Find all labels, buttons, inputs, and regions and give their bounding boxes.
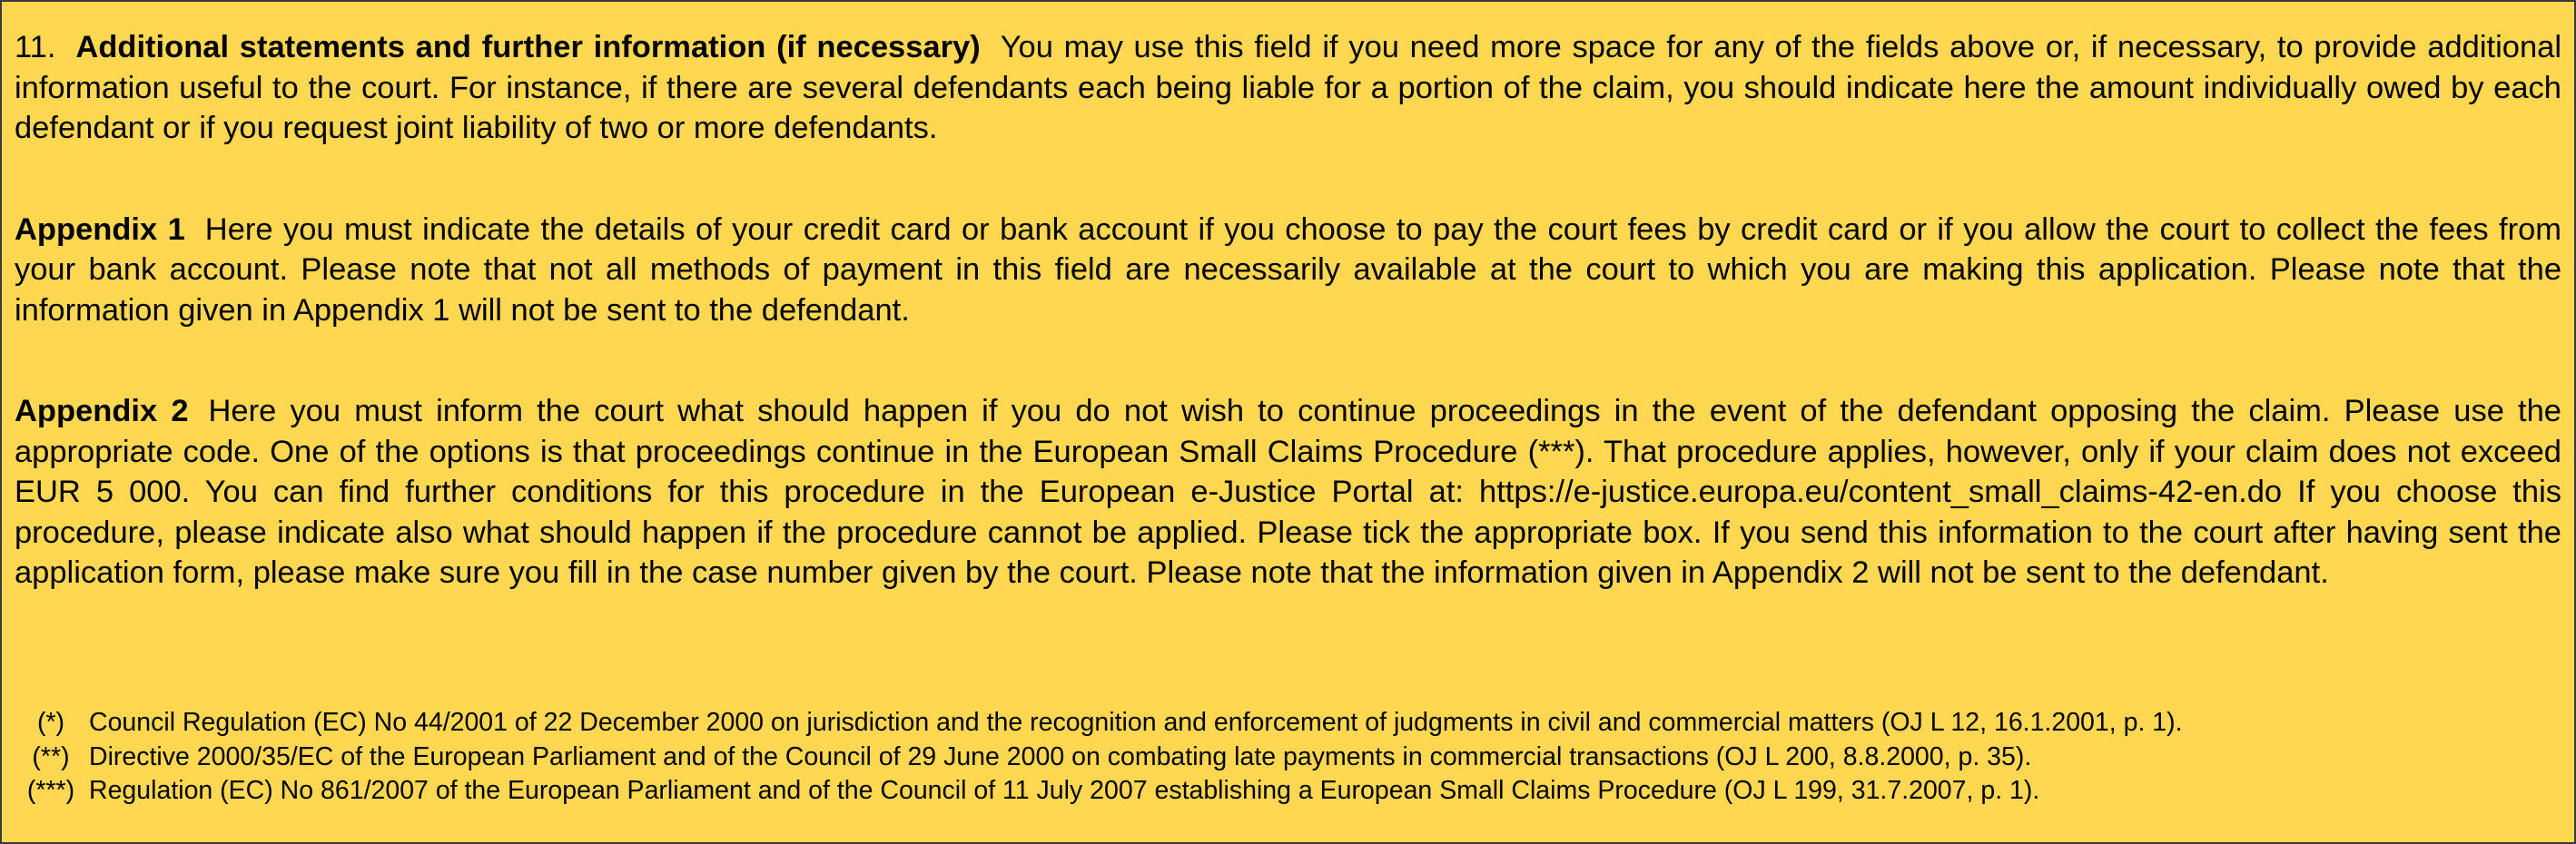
section-body: You may use this field if you need more space for any of the fields above or, if necessary, to provide additional information useful to the court. For instance, if there are several defendants each being liable for a portion of the claim, you should indicate here the amount individually owed by each defendant or if you request joint liability of two or more defendants. [15,30,2561,145]
section-11-paragraph [15,27,2561,149]
footnote [15,706,2183,741]
appendix-2-paragraph [15,391,2561,594]
appendix-2-heading: Appendix 2 [15,394,189,428]
appendix-2-body: Here you must inform the court what should happen if you do not wish to continue proceedings in the event of the defendant opposing the claim. Please use the appropriate code. One of the options is that proceedings continue in the European Small Claims Procedure (***). That procedure applies, however, only if your claim does not exceed EUR 5 000. You can find further conditions for this procedure in the European e-Justice Portal at: https://e-justice.europa.eu/content_small_claims-42-en.do If you choose this procedure, please indicate also what should happen if the procedure cannot be applied. Please tick the appropriate box. If you send this information to the court after having sent the application form, please make sure you fill in the case number given by the court. Please note that the information given in Appendix 2 will not be sent to the defendant. [15,394,2561,590]
section-number: 11. [15,30,56,64]
footnote-mark: (*) [36,708,65,737]
footnote-text: Regulation (EC) No 861/2007 of the European Parliament and of the Council of 11 July 2007 establishing a European Small Claims Procedure (OJ L 199, 31.7.2007, p. 1). [89,776,2040,805]
footnote-mark: (**) [32,741,70,771]
footnote-text: Council Regulation (EC) No 44/2001 of 22 December 2000 on jurisdiction and the recognition and enforcement of judgments in civil and commercial matters (OJ L 12, 16.1.2001, p. 1). [89,708,2183,737]
appendix-1-paragraph [15,210,2561,331]
section-heading: Additional statements and further information (if necessary) [75,30,981,64]
appendix-1-heading: Appendix 1 [15,211,185,247]
appendix-1-body: Here you must indicate the details of your credit card or bank account if you choose to pay the court fees by credit card or if you allow the court to collect the fees from your bank account. Please note that not all methods of payment in this field are necessarily available at the court to which you are making this application. Please note that the information given in Appendix 1 will not be sent to the defendant. [15,211,2561,328]
footnote [15,774,2183,809]
footnote [15,741,2183,775]
footnote-text: Directive 2000/35/EC of the European Parliament and of the Council of 29 June 2000 on combating late payments in commercial transactions (OJ L 200, 8.8.2000, p. 35). [89,741,2032,771]
footnote-mark: (***) [26,776,75,805]
footnotes [15,706,2183,809]
